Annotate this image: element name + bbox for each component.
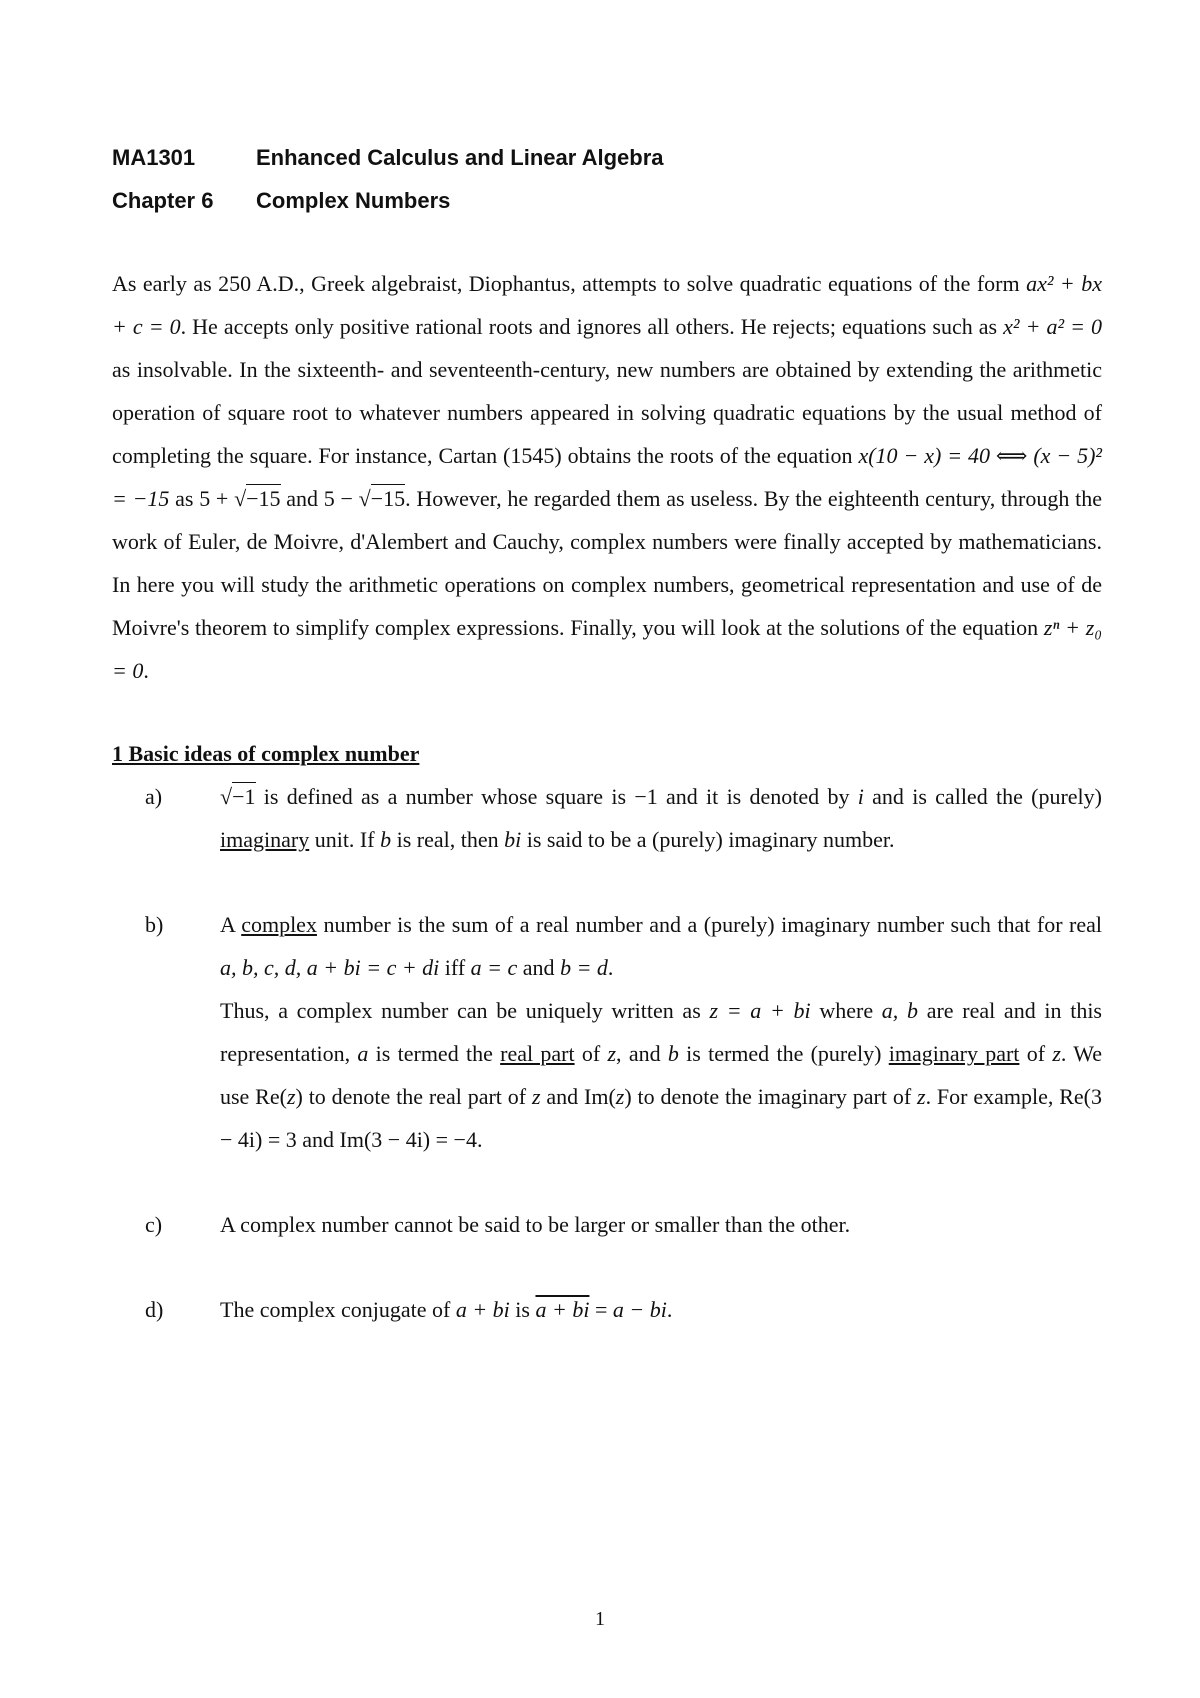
item-label: a): [145, 784, 163, 809]
sqrt-symbol: √: [234, 486, 247, 511]
intro-text: .: [143, 658, 149, 683]
section-title: 1 Basic ideas of complex number: [112, 741, 420, 766]
page-number: 1: [595, 1608, 605, 1630]
math-expr: a + bi: [455, 1297, 510, 1322]
root-expression-1: [199, 484, 280, 511]
equation-cartan: x(10 − x) = 40 ⟺ (x − 5)² = −15: [112, 443, 1102, 511]
math-expr: a, b: [881, 998, 918, 1023]
item-text: ) to denote the real part of: [295, 1084, 532, 1109]
item-label: d): [145, 1297, 164, 1322]
item-text: number is the sum of a real number and a (purely) imaginary number such that for real: [316, 912, 1102, 937]
intro-text: as insolvable. In the sixteenth- and seventeenth-century, new numbers are obtained by extending the arithmetic operation of square root to whatever numbers appeared in solving quadratic equations by the usual method of completing the square. For instance, Cartan (1545) obtains the roots of the equation: [112, 357, 1102, 468]
math-expr: a = c: [470, 955, 518, 980]
sqrt-minus-one: [220, 782, 256, 809]
item-text: and Im(: [540, 1084, 616, 1109]
list-item: [112, 903, 1102, 1161]
item-text: , and: [616, 1041, 668, 1066]
math-var: z: [607, 1041, 617, 1066]
chapter-title: Complex Numbers: [256, 188, 451, 213]
item-text: . For example, Re(3 − 4i) = 3 and Im(3 − 4i) = −4.: [220, 1084, 1102, 1152]
item-text: and is called the (purely): [863, 784, 1102, 809]
item-label: b): [145, 912, 164, 937]
radicand: −15: [246, 486, 281, 511]
item-text: is termed the (purely): [678, 1041, 889, 1066]
sqrt-symbol: √: [220, 784, 233, 809]
math-var: b: [667, 1041, 679, 1066]
item-text: is defined as a number whose square is −1 and it is denoted by: [255, 784, 858, 809]
root-prefix: 5 −: [323, 486, 359, 511]
root-expression-2: [324, 484, 405, 511]
math-var: a: [357, 1041, 369, 1066]
list-item: [112, 1203, 1102, 1246]
item-text: . We use Re(: [220, 1041, 1103, 1109]
item-text: is real, then: [391, 827, 505, 852]
item-label: c): [145, 1212, 163, 1237]
item-text: A: [220, 912, 242, 937]
item-text: unit. If: [309, 827, 381, 852]
math-var: z: [917, 1084, 926, 1109]
course-header: [112, 136, 1102, 179]
item-text: are real and in this representation,: [220, 998, 1102, 1066]
intro-text: as: [169, 486, 200, 511]
item-text: and: [517, 955, 561, 980]
item-text: is said to be a (purely) imaginary number.: [521, 827, 895, 852]
item-body: [220, 1288, 1102, 1331]
course-title: Enhanced Calculus and Linear Algebra: [256, 145, 664, 170]
item-text: is: [509, 1297, 536, 1322]
math-expr: z = a + bi: [709, 998, 811, 1023]
equation-insolvable: x² + a² = 0: [1003, 314, 1102, 339]
term-imaginary-part: imaginary part: [888, 1041, 1020, 1066]
math-var: z: [1052, 1041, 1061, 1066]
course-code: MA1301: [112, 145, 196, 170]
math-var: b: [380, 827, 392, 852]
math-var: bi: [504, 827, 522, 852]
document-page: [112, 136, 1102, 1331]
chapter-label: Chapter 6: [112, 188, 214, 213]
item-text: of: [574, 1041, 608, 1066]
list-item: [112, 1288, 1102, 1331]
radicand: −1: [232, 784, 256, 809]
item-body: [220, 775, 1102, 861]
term-imaginary: imaginary: [220, 827, 310, 852]
math-var: z: [531, 1084, 541, 1109]
item-text: .: [607, 955, 614, 980]
item-text: .: [666, 1297, 673, 1322]
item-text: ) to denote the imaginary part of: [624, 1084, 918, 1109]
chapter-header: [112, 179, 1102, 222]
intro-text: and: [280, 486, 324, 511]
math-expr: a, b, c, d, a + bi = c + di: [220, 955, 440, 980]
item-text: The complex conjugate of: [220, 1297, 456, 1322]
math-expr: b = d: [560, 955, 608, 980]
intro-paragraph: [112, 262, 1102, 692]
term-complex: complex: [241, 912, 317, 937]
math-var: i: [857, 784, 864, 809]
math-var: z: [286, 1084, 296, 1109]
item-body: [220, 903, 1102, 1161]
item-body: A complex number cannot be said to be larger or smaller than the other.: [220, 1212, 851, 1237]
equation-quadratic: ax² + bx + c = 0: [112, 271, 1102, 339]
intro-text: As early as 250 A.D., Greek algebraist, Diophantus, attempts to solve quadratic equations of the form: [112, 271, 1027, 296]
radicand: −15: [370, 486, 406, 511]
conjugate-expr: a + bi: [535, 1297, 590, 1322]
equation-roots: zⁿ + z₀ = 0: [112, 615, 1102, 683]
root-prefix: 5 +: [199, 486, 235, 511]
sqrt-symbol: √: [358, 486, 371, 511]
list-item: [112, 775, 1102, 861]
item-text: =: [589, 1297, 613, 1322]
item-text: is termed the: [368, 1041, 501, 1066]
term-real-part: real part: [500, 1041, 575, 1066]
item-text: of: [1019, 1041, 1053, 1066]
item-text: iff: [439, 955, 471, 980]
item-text: where: [810, 998, 882, 1023]
intro-text: . However, he regarded them as useless. By the eighteenth century, through the work of Euler, de Moivre, d'Alembert and Cauchy, complex numbers were finally accepted by mathematicians. In here you will study the arithmetic operations on complex numbers, geometrical representation and use of de Moivre's theorem to simplify complex expressions. Finally, you will look at the solutions of the equation: [112, 486, 1102, 640]
item-text: Thus, a complex number can be uniquely written as: [220, 998, 710, 1023]
math-expr: a − bi: [612, 1297, 667, 1322]
math-var: z: [615, 1084, 625, 1109]
intro-text: . He accepts only positive rational roots and ignores all others. He rejects; equations such as: [180, 314, 1004, 339]
